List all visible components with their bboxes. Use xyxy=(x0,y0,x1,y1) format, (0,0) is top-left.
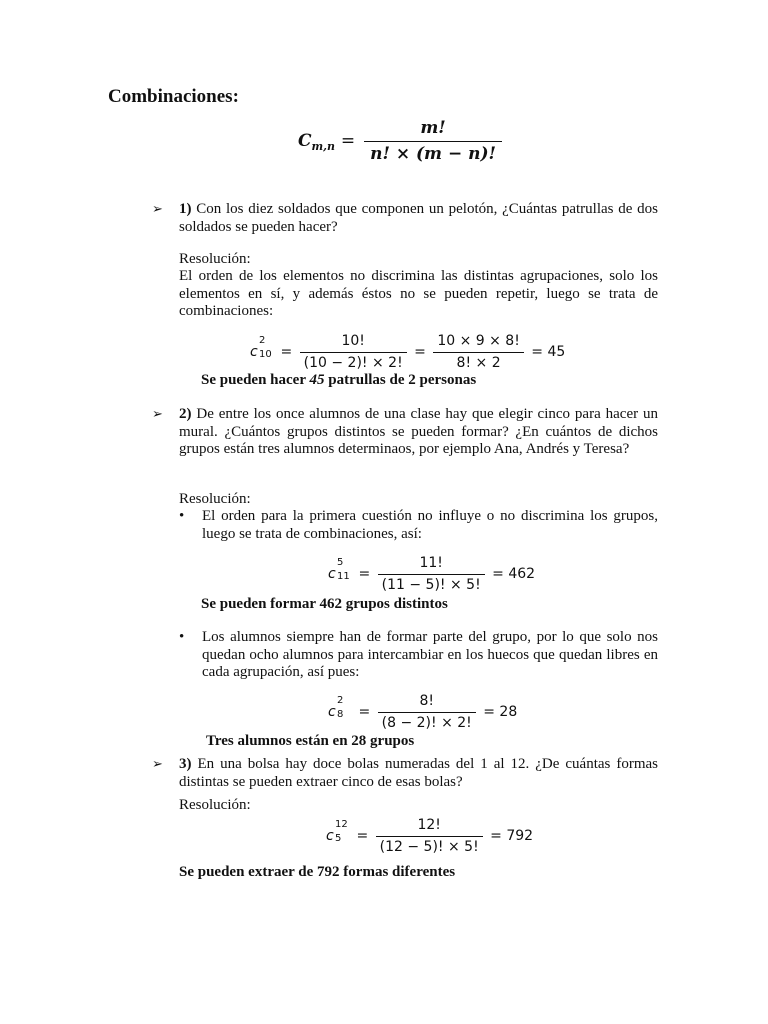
bullet-dot-icon: • xyxy=(179,629,185,645)
arrow-bullet-icon: ➢ xyxy=(152,407,163,422)
problem-1-answer: Se pueden hacer 45 patrullas de 2 personas xyxy=(201,372,477,388)
problem-1-formula: c 2 10 = $\frac{10!}{(10 - 2)! \times 2!}$ = $\frac{10 \times 9 \times 8!}{8! \times 2}$ = 45 xyxy=(250,333,566,371)
problem-3-resolution-label: Resolución: xyxy=(179,797,251,813)
problem-1-resolution-label: Resolución: xyxy=(179,251,251,267)
problem-1-explanation: El orden de los elementos no discrimina las distintas agrupaciones, solo los elementos en sí, y además éstos no se pueden repetir, luego se trata de combinaciones: xyxy=(179,268,658,319)
problem-3-statement: 3) En una bolsa hay doce bolas numeradas del 1 al 12. ¿De cuántas formas distintas se pueden extraer cinco de esas bolas? xyxy=(179,756,658,790)
problem-1-statement: 1) Con los diez soldados que componen un pelotón, ¿Cuántas patrullas de dos soldados se pueden hacer? xyxy=(179,201,658,235)
problem-2-bullet-1: El orden para la primera cuestión no influye o no discrimina los grupos, luego se trata de combinaciones, así: xyxy=(202,508,658,542)
problem-2-formula-1: c 5 11 = $\frac{11!}{(11 - 5)! \times 5!}$ = 462 xyxy=(328,555,536,593)
bullet-dot-icon: • xyxy=(179,508,185,524)
problem-2-answer-2: Tres alumnos están en 28 grupos xyxy=(206,733,415,749)
arrow-bullet-icon: ➢ xyxy=(152,757,163,772)
problem-2-statement: 2) De entre los once alumnos de una clase hay que elegir cinco para hacer un mural. ¿Cuántos grupos distintos se pueden formar? ¿En cuántos de dichos grupos están tres alumnos determinaos, por ejemplo Ana, Andrés y Teresa? xyxy=(179,406,658,457)
problem-2-answer-1: Se pueden formar 462 grupos distintos xyxy=(201,596,448,612)
problem-2-resolution-label: Resolución: xyxy=(179,491,251,507)
main-formula: $C_{m,n}$ = $\frac{m!}{n! \times (m - n)!}$ xyxy=(298,118,505,164)
problem-2-formula-2: c 2 8 = $\frac{8!}{(8 - 2)! \times 2!}$ = 28 xyxy=(328,693,518,731)
page-title: Combinaciones: xyxy=(108,86,239,107)
problem-3-answer: Se pueden extraer de 792 formas diferentes xyxy=(179,864,456,880)
problem-2-bullet-2: Los alumnos siempre han de formar parte del grupo, por lo que solo nos quedan ocho alumnos para intercambiar en los huecos que quedan libres en cada agrupación, así pues: xyxy=(202,629,658,680)
arrow-bullet-icon: ➢ xyxy=(152,202,163,217)
problem-3-formula: c 12 5 = $\frac{12!}{(12 - 5)! \times 5!}$ = 792 xyxy=(326,817,534,855)
